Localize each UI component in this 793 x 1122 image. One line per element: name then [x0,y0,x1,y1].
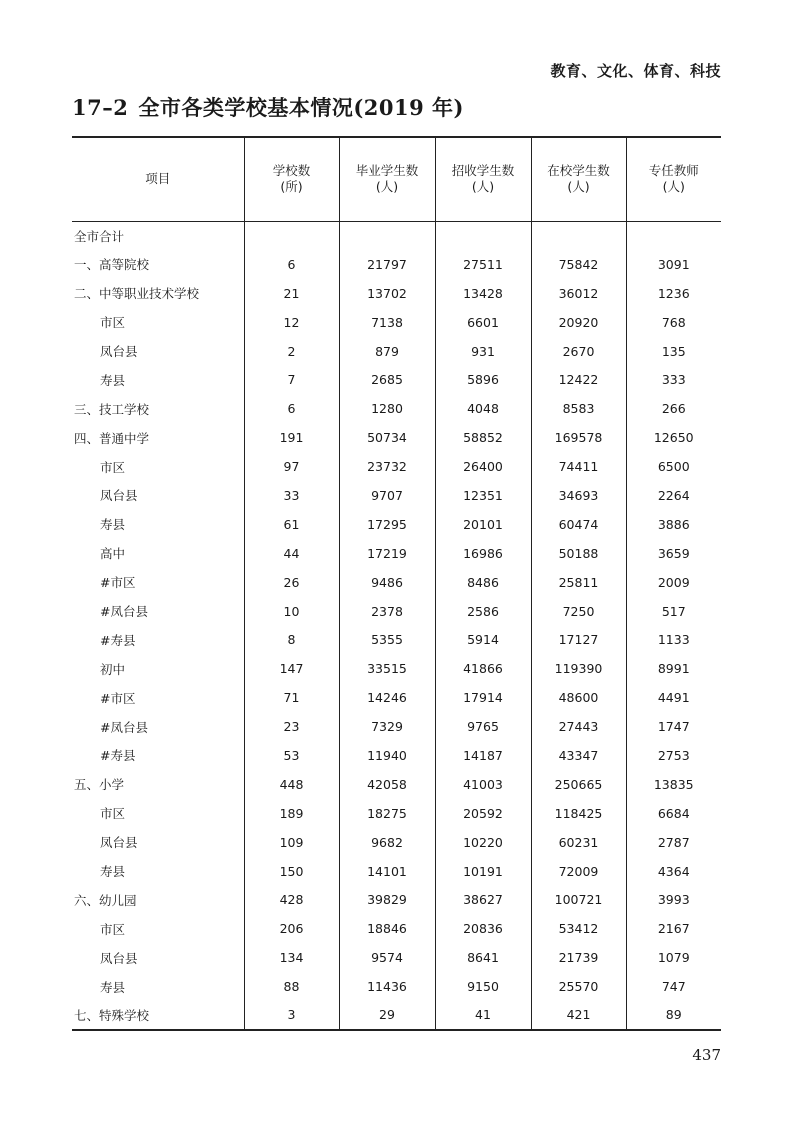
table-cell: 5914 [435,625,531,654]
row-label: 七、特殊学校 [72,1001,244,1030]
table-row [72,857,721,886]
table-cell: 119390 [531,654,626,683]
row-label: 凤台县 [100,835,138,851]
table-header [72,137,721,221]
table-cell: 13702 [339,279,435,308]
table-cell: 20592 [435,799,531,828]
table-cell [244,221,339,250]
row-label: #市区 [100,575,136,591]
table-cell: 27511 [435,250,531,279]
table-cell: 33515 [339,654,435,683]
table-cell: 12 [244,308,339,337]
table-row [72,481,721,510]
table-cell: 25570 [531,972,626,1001]
table-cell: 14187 [435,741,531,770]
table-cell: 2753 [626,741,721,770]
table-cell: 97 [244,452,339,481]
column-header-unit: (人) [471,179,495,195]
table-cell: 4491 [626,683,721,712]
table-cell: 2009 [626,568,721,597]
table-cell [626,221,721,250]
table-row [72,308,721,337]
table-row [72,972,721,1001]
table-cell: 33 [244,481,339,510]
table-cell: 27443 [531,712,626,741]
column-header-name: 专任教师 [648,163,699,179]
section-label: 教育、文化、体育、科技 [550,62,721,80]
table-cell: 1079 [626,943,721,972]
table-number: 17–2 [72,95,129,120]
table-cell: 448 [244,770,339,799]
table-cell: 39829 [339,885,435,914]
table-cell: 18275 [339,799,435,828]
row-label: 二、中等职业技术学校 [74,286,200,302]
column-header-item [72,137,244,221]
table-row [72,770,721,799]
table-cell: 5355 [339,625,435,654]
table-cell: 517 [626,597,721,626]
column-header-unit: (人) [567,179,590,195]
column-header-name: 在校学生数 [547,163,610,179]
statistics-table [72,136,721,1031]
row-label: #凤台县 [100,604,148,620]
table-cell: 41866 [435,654,531,683]
table-row [72,625,721,654]
table-cell: 71 [244,683,339,712]
table-cell: 2670 [531,337,626,366]
table-cell: 8 [244,625,339,654]
table-cell: 931 [435,337,531,366]
table-cell: 169578 [531,423,626,452]
table-cell: 3659 [626,539,721,568]
table-cell: 18846 [339,914,435,943]
table-cell: 250665 [531,770,626,799]
table-row [72,741,721,770]
row-label: #寿县 [100,632,136,648]
table-cell: 1747 [626,712,721,741]
table-cell: 4048 [435,394,531,423]
table-title-text: 全市各类学校基本情况(2019 年) [138,95,464,120]
table-cell: 1280 [339,394,435,423]
row-label: #凤台县 [100,719,148,735]
row-label: 寿县 [100,864,126,880]
table-cell: 20101 [435,510,531,539]
table-cell: 16986 [435,539,531,568]
column-header-students [531,137,626,221]
table-cell: 36012 [531,279,626,308]
table-cell: 13835 [626,770,721,799]
table-cell: 9682 [339,828,435,857]
table-cell: 191 [244,423,339,452]
table-cell: 60231 [531,828,626,857]
table-cell: 147 [244,654,339,683]
table-cell: 74411 [531,452,626,481]
table-cell: 9707 [339,481,435,510]
row-label: 市区 [100,921,126,937]
table-cell: 6601 [435,308,531,337]
column-header-name: 学校数 [272,163,311,179]
table-cell: 10191 [435,857,531,886]
table-row [72,597,721,626]
column-header-schools [244,137,339,221]
table-cell: 17127 [531,625,626,654]
row-label: 凤台县 [100,488,138,504]
column-header-graduates [339,137,435,221]
column-header-name: 招收学生数 [451,163,515,179]
table-cell: 3886 [626,510,721,539]
table-cell: 206 [244,914,339,943]
table-cell: 21739 [531,943,626,972]
table-cell: 41003 [435,770,531,799]
table-cell: 72009 [531,857,626,886]
row-label: 寿县 [100,372,126,388]
column-header-unit: (人) [375,179,399,195]
table-cell: 48600 [531,683,626,712]
table-cell: 2586 [435,597,531,626]
table-cell: 3 [244,1001,339,1030]
table-cell: 266 [626,394,721,423]
table-cell: 6684 [626,799,721,828]
table-cell: 50188 [531,539,626,568]
table-row [72,654,721,683]
row-label: 市区 [100,806,126,822]
table-cell: 2685 [339,365,435,394]
table-cell: 23732 [339,452,435,481]
table-cell: 8486 [435,568,531,597]
page-number: 437 [692,1046,721,1064]
table-cell: 10220 [435,828,531,857]
table-cell: 6500 [626,452,721,481]
table-cell: 14101 [339,857,435,886]
table-row [72,712,721,741]
table-cell: 118425 [531,799,626,828]
table-cell: 3091 [626,250,721,279]
table-cell: 100721 [531,885,626,914]
table-cell: 88 [244,972,339,1001]
header-row [72,137,721,221]
table-cell: 747 [626,972,721,1001]
table-cell: 25811 [531,568,626,597]
table-row [72,423,721,452]
table-cell: 10 [244,597,339,626]
table-cell: 428 [244,885,339,914]
table-cell: 11940 [339,741,435,770]
row-label: 市区 [100,459,126,475]
table-cell: 7329 [339,712,435,741]
table-row [72,885,721,914]
table-body [72,221,721,1030]
table-cell: 8583 [531,394,626,423]
table-cell: 768 [626,308,721,337]
table-cell: 17295 [339,510,435,539]
table-cell: 60474 [531,510,626,539]
table-cell: 9150 [435,972,531,1001]
table-row [72,914,721,943]
table-cell [435,221,531,250]
table-cell: 2 [244,337,339,366]
row-label: 凤台县 [100,950,138,966]
table-cell: 2787 [626,828,721,857]
table-row [72,683,721,712]
table-row [72,510,721,539]
table-cell: 9486 [339,568,435,597]
row-label: 寿县 [100,979,126,995]
table-cell: 2264 [626,481,721,510]
row-label: 初中 [100,661,126,677]
table-cell: 6 [244,394,339,423]
table-cell: 8991 [626,654,721,683]
table-row [72,1001,721,1030]
row-label: 五、小学 [74,777,125,793]
table-cell: 53 [244,741,339,770]
table-row [72,943,721,972]
table-row [72,250,721,279]
table-row [72,568,721,597]
table-cell: 89 [626,1001,721,1030]
table-cell: 20920 [531,308,626,337]
table-cell [339,221,435,250]
table-cell: 42058 [339,770,435,799]
table-cell: 13428 [435,279,531,308]
table-cell: 44 [244,539,339,568]
table-cell: 53412 [531,914,626,943]
table-row [72,452,721,481]
column-header-enrolled-new [435,137,531,221]
table-cell: 1236 [626,279,721,308]
table-cell: 14246 [339,683,435,712]
table-cell: 189 [244,799,339,828]
table-cell: 50734 [339,423,435,452]
table-cell [531,221,626,250]
table-cell: 29 [339,1001,435,1030]
table-cell: 12422 [531,365,626,394]
table-cell: 135 [626,337,721,366]
table-cell: 11436 [339,972,435,1001]
table-row [72,539,721,568]
table-cell: 7250 [531,597,626,626]
table-cell: 41 [435,1001,531,1030]
table-cell: 4364 [626,857,721,886]
table-cell: 75842 [531,250,626,279]
table-cell: 12351 [435,481,531,510]
row-label: 四、普通中学 [74,430,150,446]
table-cell: 26400 [435,452,531,481]
table-cell: 3993 [626,885,721,914]
table-cell: 8641 [435,943,531,972]
table-cell: 7138 [339,308,435,337]
table-cell: 21797 [339,250,435,279]
table-cell: 38627 [435,885,531,914]
table-row [72,828,721,857]
row-label: 全市合计 [74,228,125,244]
table-cell: 134 [244,943,339,972]
table-cell: 21 [244,279,339,308]
row-label: 寿县 [100,517,126,533]
table-cell: 17219 [339,539,435,568]
table-row [72,365,721,394]
table-cell: 879 [339,337,435,366]
table-row [72,799,721,828]
table-cell: 61 [244,510,339,539]
table-cell: 17914 [435,683,531,712]
table-cell: 43347 [531,741,626,770]
table-cell: 20836 [435,914,531,943]
table-cell: 9765 [435,712,531,741]
row-label: #市区 [100,690,136,706]
table-cell: 26 [244,568,339,597]
row-label: 一、高等院校 [74,257,150,273]
table-cell: 58852 [435,423,531,452]
column-header-name: 毕业学生数 [355,163,419,179]
table-cell: 7 [244,365,339,394]
row-label: 高中 [100,546,126,562]
table-cell: 12650 [626,423,721,452]
table-row [72,394,721,423]
table-cell: 1133 [626,625,721,654]
table-row [72,221,721,250]
row-label: 六、幼儿园 [74,892,137,908]
table-cell: 2167 [626,914,721,943]
table-cell: 9574 [339,943,435,972]
table-cell: 2378 [339,597,435,626]
table-cell: 333 [626,365,721,394]
table-row [72,279,721,308]
row-label: 三、技工学校 [74,401,150,417]
row-label: #寿县 [100,748,136,764]
column-header-name: 项目 [145,171,171,187]
column-header-unit: (人) [662,179,685,195]
table-cell: 150 [244,857,339,886]
column-header-unit: (所) [280,179,303,195]
table-cell: 23 [244,712,339,741]
table-cell: 34693 [531,481,626,510]
table-cell: 6 [244,250,339,279]
column-header-teachers [626,137,721,221]
row-label: 市区 [100,315,126,331]
table-cell: 109 [244,828,339,857]
table-cell: 421 [531,1001,626,1030]
table-row [72,337,721,366]
row-label: 凤台县 [100,344,138,359]
table-cell: 5896 [435,365,531,394]
table-title [72,92,464,122]
